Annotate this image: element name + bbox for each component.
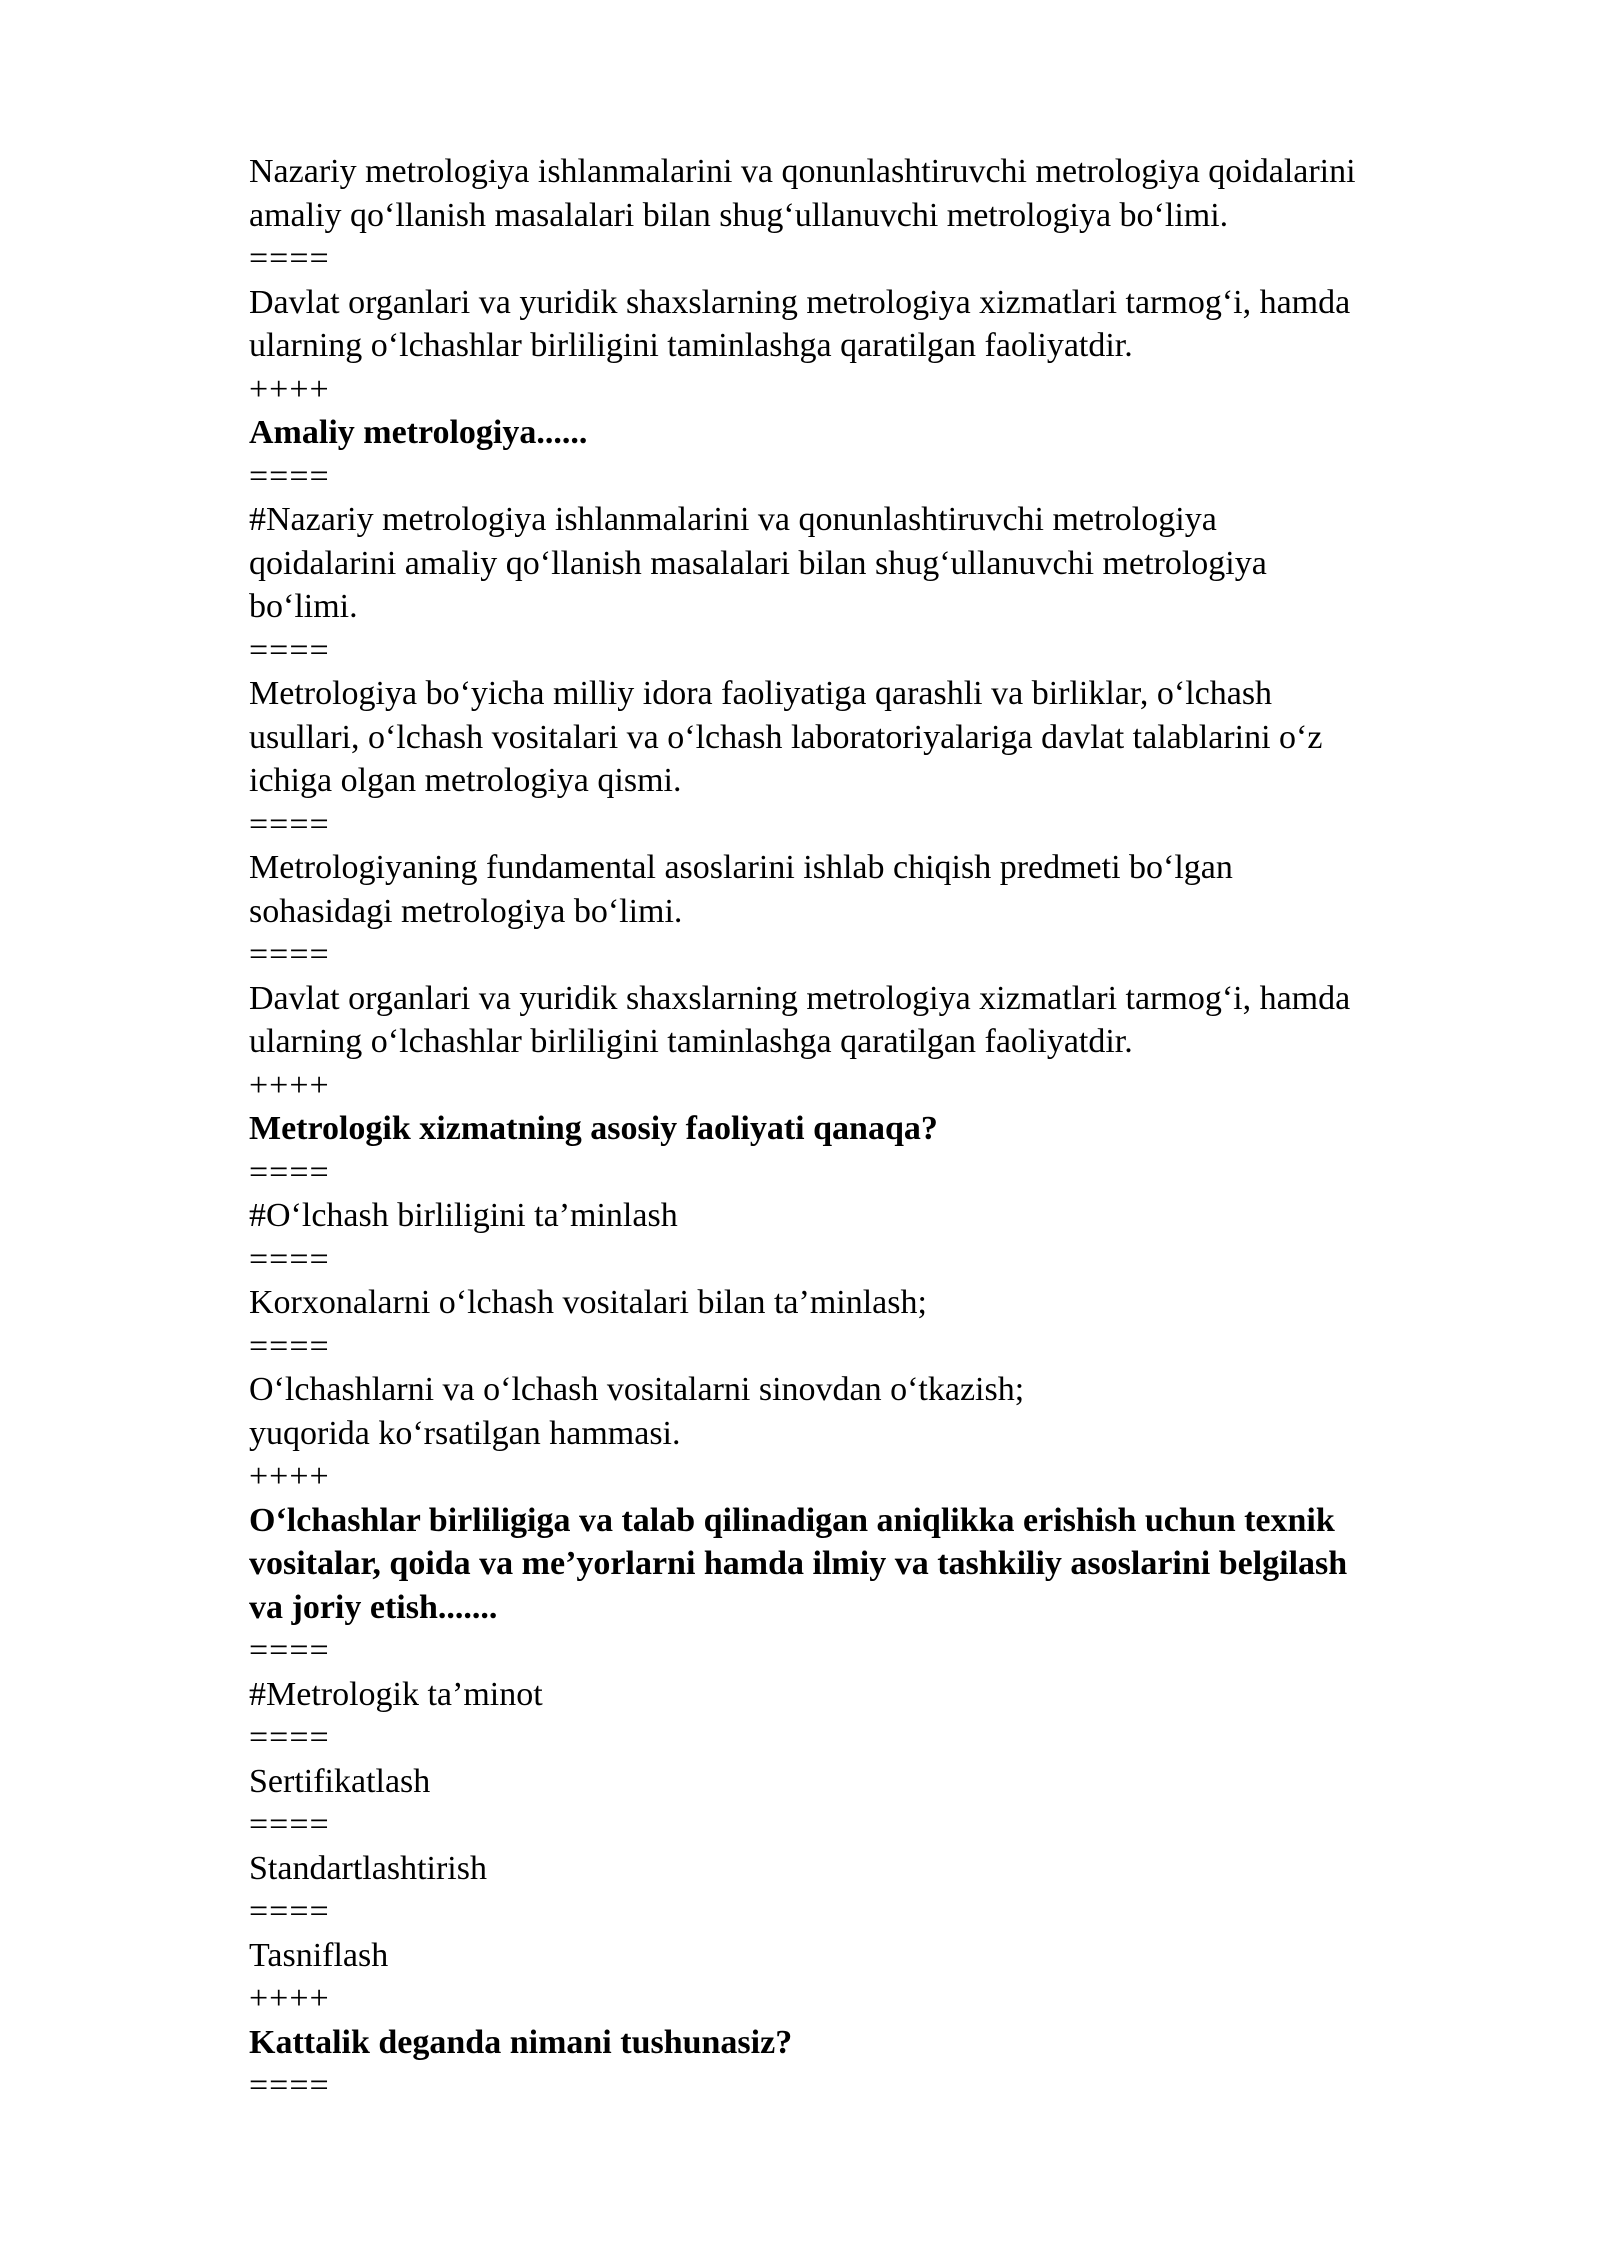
answer-option-text: Sertifikatlash <box>249 1762 431 1800</box>
option-separator: ==== <box>249 2067 330 2104</box>
option-separator: ==== <box>249 936 330 973</box>
answer-option-text: amaliy qo‘llanish masalalari bilan shug‘ullanuvchi metrologiya bo‘limi. <box>249 196 1229 234</box>
answer-option-text: #Nazariy metrologiya ishlanmalarini va qonunlashtiruvchi metrologiya <box>249 501 1217 538</box>
question-separator: ++++ <box>249 370 330 408</box>
answer-option-text: Metrologiya bo‘yicha milliy idora faoliyatiga qarashli va birliklar, o‘lchash <box>249 675 1273 712</box>
question-text: vositalar, qoida va me’yorlarni hamda ilmiy va tashkiliy asoslarini belgilash <box>249 1545 1348 1582</box>
option-separator: ==== <box>249 240 330 277</box>
option-separator: ==== <box>249 1806 330 1843</box>
option-separator: ==== <box>249 1240 330 1278</box>
answer-option-text: #Metrologik ta’minot <box>249 1675 543 1713</box>
option-separator: ==== <box>249 457 330 495</box>
answer-option-text: ichiga olgan metrologiya qismi. <box>249 762 682 799</box>
question-text: O‘lchashlar birliligiga va talab qilinadigan aniqlikka erishish uchun texnik <box>249 1501 1335 1539</box>
answer-option-text: Korxonalarni o‘lchash vositalari bilan ta’minlash; <box>249 1284 927 1321</box>
question-separator: ++++ <box>249 1066 330 1104</box>
answer-option-text: ularning o‘lchashlar birliligini taminlashga qaratilgan faoliyatdir. <box>249 327 1133 364</box>
answer-option-text: Nazariy metrologiya ishlanmalarini va qonunlashtiruvchi metrologiya qoidalarini <box>249 153 1356 190</box>
option-separator: ==== <box>249 1719 330 1756</box>
answer-option-text: #O‘lchash birliligini ta’minlash <box>249 1197 678 1234</box>
answer-option-text: Davlat organlari va yuridik shaxslarning metrologiya xizmatlari tarmog‘i, hamda <box>249 979 1351 1017</box>
question-separator: ++++ <box>249 1458 330 1495</box>
question-text: Amaliy metrologiya...... <box>249 414 588 451</box>
question-text: va joriy etish....... <box>249 1588 498 1626</box>
answer-option-text: Standartlashtirish <box>249 1849 487 1887</box>
option-separator: ==== <box>249 805 330 843</box>
question-separator: ++++ <box>249 1980 330 2017</box>
answer-option-text: sohasidagi metrologiya bo‘limi. <box>249 892 683 930</box>
document-page <box>249 150 1489 2108</box>
answer-option-text: bo‘limi. <box>249 588 358 625</box>
answer-option-text: O‘lchashlarni va o‘lchash vositalarni sinovdan o‘tkazish; <box>249 1371 1025 1408</box>
option-separator: ==== <box>249 631 330 669</box>
question-text: Metrologik xizmatning asosiy faoliyati qanaqa? <box>249 1110 938 1147</box>
answer-option-text: usullari, o‘lchash vositalari va o‘lchash laboratoriyalariga davlat talablarini o‘z <box>249 718 1323 756</box>
answer-option-text: ularning o‘lchashlar birliligini taminlashga qaratilgan faoliyatdir. <box>249 1023 1133 1060</box>
answer-option-text: yuqorida ko‘rsatilgan hammasi. <box>249 1414 681 1452</box>
question-text: Kattalik deganda nimani tushunasiz? <box>249 2023 793 2061</box>
option-separator: ==== <box>249 1893 330 1930</box>
option-separator: ==== <box>249 1327 330 1365</box>
answer-option-text: Metrologiyaning fundamental asoslarini ishlab chiqish predmeti bo‘lgan <box>249 849 1233 886</box>
answer-option-text: Tasniflash <box>249 1936 389 1974</box>
option-separator: ==== <box>249 1632 330 1669</box>
answer-option-text: Davlat organlari va yuridik shaxslarning metrologiya xizmatlari tarmog‘i, hamda <box>249 283 1351 321</box>
answer-option-text: qoidalarini amaliy qo‘llanish masalalari bilan shug‘ullanuvchi metrologiya <box>249 544 1267 582</box>
option-separator: ==== <box>249 1153 330 1191</box>
